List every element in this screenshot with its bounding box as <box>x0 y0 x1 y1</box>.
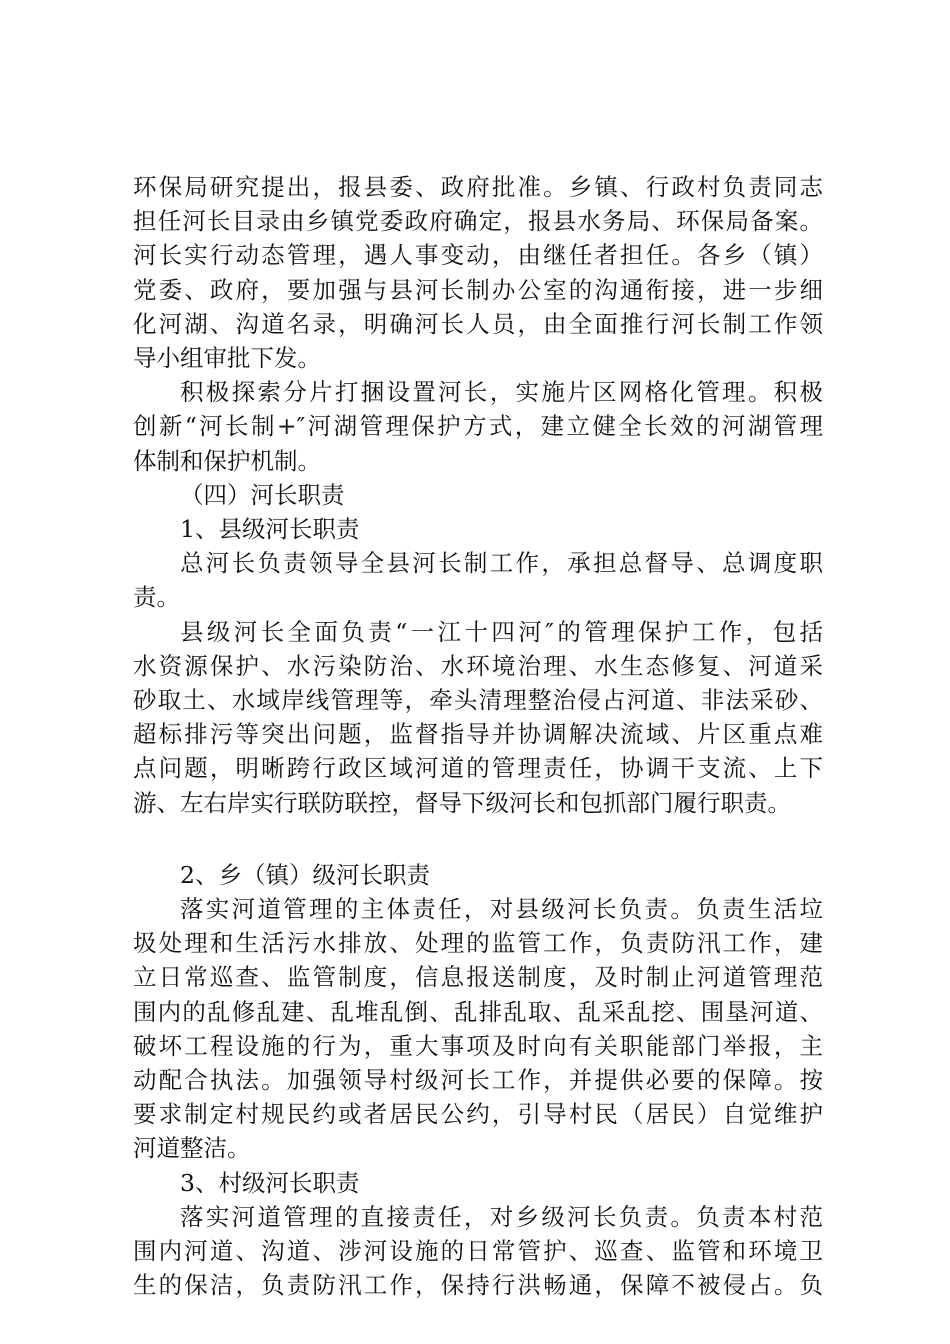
text-line: 超标排污等突出问题，监督指导并协调解决流域、片区重点难 <box>133 720 823 749</box>
paragraph-grid-management <box>133 375 823 478</box>
text-line: 水资源保护、水污染防治、水环境治理、水生态修复、河道采 <box>133 651 823 680</box>
text-line: 落实河道管理的直接责任，对乡级河长负责。负责本村范 <box>180 1202 823 1231</box>
text-line: 担任河长目录由乡镇党委政府确定，报县水务局、环保局备案。 <box>133 207 823 236</box>
text-line: 围内的乱修乱建、乱堆乱倒、乱排乱取、乱采乱挖、围垦河道、 <box>133 997 823 1026</box>
paragraph-chief-river-chief <box>133 546 823 614</box>
paragraph-appointment <box>133 170 823 375</box>
text-line: 落实河道管理的主体责任，对县级河长负责。负责生活垃 <box>180 895 823 924</box>
subheading-county-duties <box>133 512 823 546</box>
heading-text: 2、乡（镇）级河长职责 <box>180 860 430 889</box>
heading-text: （四）河长职责 <box>180 480 345 509</box>
text-line: 河道整洁。 <box>133 1134 251 1163</box>
text-line: 创新“河长制+″河湖管理保护方式，建立健全长效的河湖管理 <box>133 412 823 441</box>
text-line: 体制和保护机制。 <box>133 446 321 475</box>
text-line: 围内河道、沟道、涉河设施的日常管护、巡查、监管和环境卫 <box>133 1237 823 1266</box>
text-line: 游、左右岸实行联防联控，督导下级河长和包抓部门履行职责。 <box>133 788 791 817</box>
text-line: 导小组审批下发。 <box>133 344 321 373</box>
text-line: 点问题，明晰跨行政区域河道的管理责任，协调干支流、上下 <box>133 754 823 783</box>
text-line: 县级河长全面负责“一江十四河″的管理保护工作，包括 <box>180 617 823 646</box>
text-line: 要求制定村规民约或者居民公约，引导村民（居民）自觉维护 <box>133 1100 823 1129</box>
text-line: 环保局研究提出，报县委、政府批准。乡镇、行政村负责同志 <box>133 173 823 201</box>
text-line: 砂取土、水域岸线管理等，牵头清理整治侵占河道、非法采砂、 <box>133 686 823 715</box>
document-page <box>133 170 823 1303</box>
text-line: 动配合执法。加强领导村级河长工作，并提供必要的保障。按 <box>133 1066 823 1095</box>
text-line: 化河湖、沟道名录，明确河长人员，由全面推行河长制工作领 <box>133 309 823 338</box>
heading-text: 1、县级河长职责 <box>180 515 360 544</box>
text-line: 破坏工程设施的行为，重大事项及时向有关职能部门举报，主 <box>133 1031 823 1060</box>
text-line: 河长实行动态管理，遇人事变动，由继任者担任。各乡（镇） <box>133 241 823 270</box>
heading-text: 3、村级河长职责 <box>180 1168 360 1197</box>
text-line: 立日常巡查、监管制度，信息报送制度，及时制止河道管理范 <box>133 963 823 992</box>
paragraph-county-river-chief <box>133 615 823 820</box>
text-line: 责。 <box>133 583 180 612</box>
subheading-township-duties <box>133 858 823 892</box>
paragraph-spacer <box>133 820 823 858</box>
text-line: 积极探索分片打捆设置河长，实施片区网格化管理。积极 <box>180 378 823 407</box>
text-line: 生的保洁，负责防汛工作，保持行洪畅通，保障不被侵占。负 <box>133 1271 823 1300</box>
text-line: 圾处理和生活污水排放、处理的监管工作，负责防汛工作，建 <box>133 929 823 958</box>
subheading-village-duties <box>133 1166 823 1200</box>
paragraph-village-river-chief <box>133 1200 823 1303</box>
paragraph-township-river-chief <box>133 892 823 1166</box>
text-line: 党委、政府，要加强与县河长制办公室的沟通衔接，进一步细 <box>133 275 823 304</box>
text-line: 总河长负责领导全县河长制工作，承担总督导、总调度职 <box>180 549 823 578</box>
section-heading-duties <box>133 478 823 512</box>
